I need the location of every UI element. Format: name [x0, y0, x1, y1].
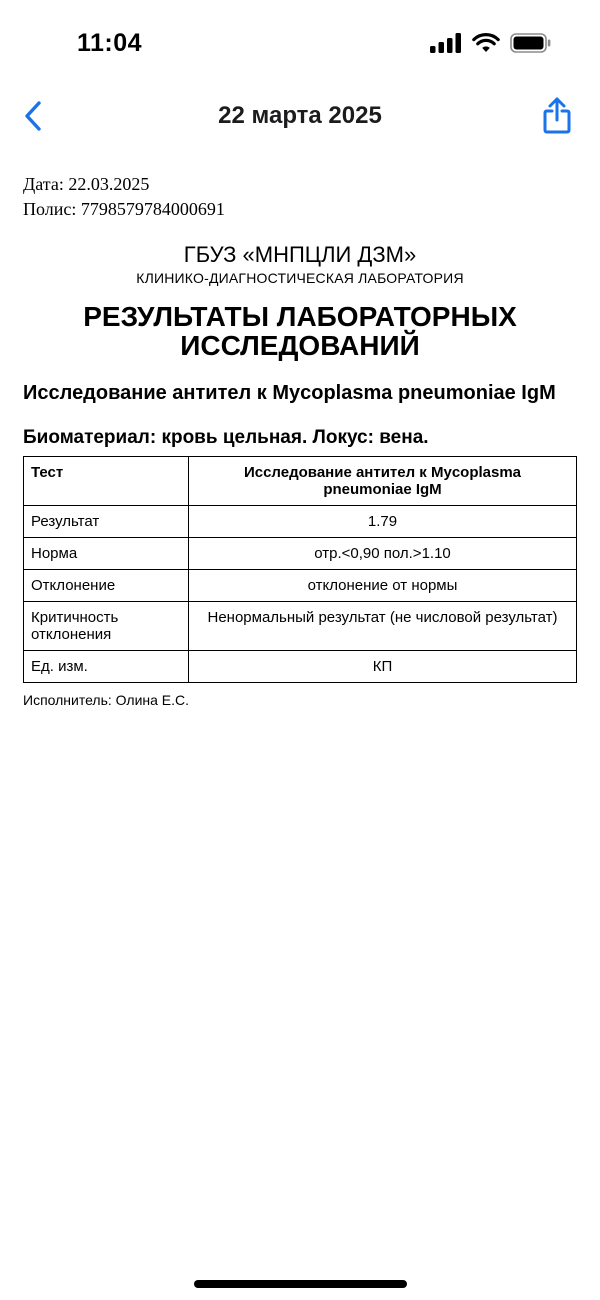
- home-indicator[interactable]: [194, 1280, 407, 1288]
- cellular-signal-icon: [430, 33, 462, 53]
- row-label: Тест: [24, 457, 189, 506]
- study-title: Исследование антител к Mycoplasma pneumoniae IgM: [23, 382, 556, 404]
- row-label: Критичность отклонения: [24, 602, 189, 651]
- organization-subtitle: КЛИНИКО-ДИАГНОСТИЧЕСКАЯ ЛАБОРАТОРИЯ: [136, 270, 464, 286]
- row-label: Отклонение: [24, 570, 189, 602]
- row-label: Ед. изм.: [24, 651, 189, 683]
- row-value: КП: [189, 651, 577, 683]
- row-label: Результат: [24, 506, 189, 538]
- row-value: Ненормальный результат (не числовой результат): [189, 602, 577, 651]
- row-value: Исследование антител к Mycoplasma pneumoniae IgM: [189, 457, 577, 506]
- policy-number: Полис: 7798579784000691: [23, 199, 225, 219]
- navigation-bar: [0, 92, 600, 142]
- lab-report-document: [23, 172, 577, 708]
- table-row-norm: [24, 538, 577, 570]
- status-icons: [430, 33, 552, 53]
- row-label: Норма: [24, 538, 189, 570]
- share-icon[interactable]: [542, 96, 572, 136]
- table-row-unit: [24, 651, 577, 683]
- row-value: отр.<0,90 пол.>1.10: [189, 538, 577, 570]
- biomaterial-line: Биоматериал: кровь цельная. Локус: вена.: [23, 427, 429, 448]
- battery-icon: [510, 33, 552, 53]
- table-row-test: [24, 457, 577, 506]
- status-time: 11:04: [77, 29, 143, 57]
- table-row-criticality: [24, 602, 577, 651]
- wifi-icon: [472, 33, 500, 53]
- nav-title: 22 марта 2025: [218, 102, 382, 129]
- report-title: РЕЗУЛЬТАТЫ ЛАБОРАТОРНЫХ ИССЛЕДОВАНИЙ: [83, 301, 517, 361]
- table-row-result: [24, 506, 577, 538]
- table-row-deviation: [24, 570, 577, 602]
- executor-line: Исполнитель: Олина Е.С.: [23, 692, 190, 708]
- row-value: отклонение от нормы: [189, 570, 577, 602]
- results-table: [23, 456, 577, 683]
- report-date: Дата: 22.03.2025: [23, 174, 150, 194]
- organization-name: ГБУЗ «МНПЦЛИ ДЗМ»: [183, 242, 417, 267]
- status-bar: [0, 0, 600, 90]
- row-value: 1.79: [189, 506, 577, 538]
